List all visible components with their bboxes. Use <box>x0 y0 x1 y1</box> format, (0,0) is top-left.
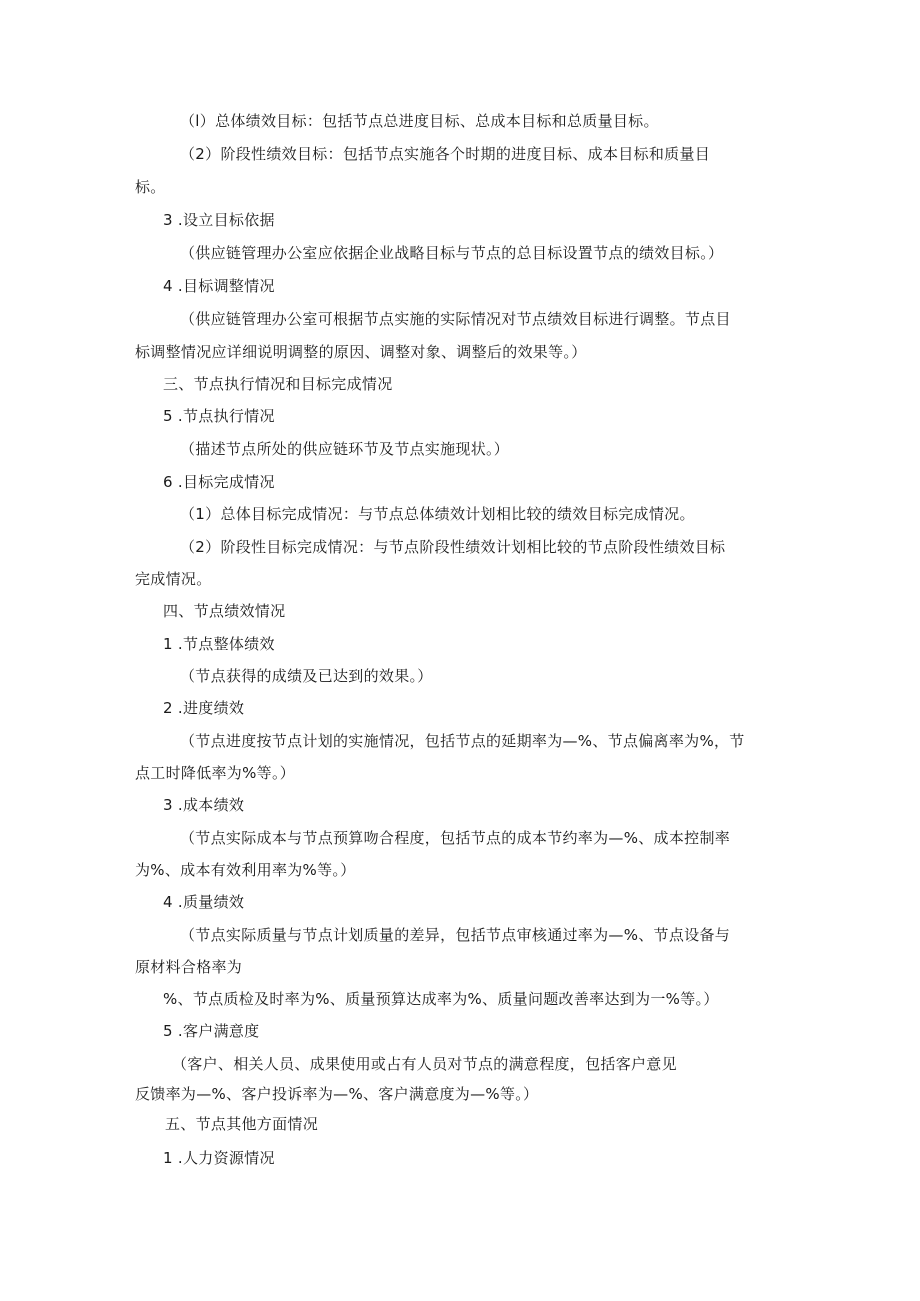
section-heading-3: 3 .设立目标依据 <box>163 211 275 229</box>
paragraph-schedule: （节点进度按节点计划的实施情况，包括节点的延期率为—%、节点偏离率为%，节 <box>180 732 745 750</box>
goal-stage-item-cont: 标。 <box>135 178 166 196</box>
completion-overall-item: （1）总体目标完成情况：与节点总体绩效计划相比较的绩效目标完成情况。 <box>180 505 695 523</box>
paragraph-satisfaction: （客户、相关人员、成果使用或占有人员对节点的满意程度，包括客户意见 <box>172 1055 677 1073</box>
paragraph-quality-cont2: %、节点质检及时率为%、质量预算达成率为%、质量问题改善率达到为一%等。） <box>163 990 719 1008</box>
paragraph-cost-cont: 为%、成本有效利用率为%等。） <box>135 861 356 879</box>
paragraph-satisfaction-cont: 反馈率为—%、客户投诉率为—%、客户满意度为—%等。） <box>135 1085 539 1103</box>
paragraph-overall: （节点获得的成绩及已达到的效果。） <box>180 667 433 685</box>
paragraph-basis: （供应链管理办公室应依据企业战略目标与节点的总目标设置节点的绩效目标。） <box>180 244 724 262</box>
goal-stage-item: （2）阶段性绩效目标：包括节点实施各个时期的进度目标、成本目标和质量目 <box>180 145 711 163</box>
completion-stage-item: （2）阶段性目标完成情况：与节点阶段性绩效计划相比较的节点阶段性绩效目标 <box>180 538 726 556</box>
chapter-heading-3: 三、节点执行情况和目标完成情况 <box>163 375 393 393</box>
section-heading-6: 6 .目标完成情况 <box>163 473 275 491</box>
paragraph-quality: （节点实际质量与节点计划质量的差异，包括节点审核通过率为—%、节点设备与 <box>180 926 731 944</box>
paragraph-adjustment: （供应链管理办公室可根据节点实施的实际情况对节点绩效目标进行调整。节点目 <box>180 310 731 328</box>
goal-overall-item: （l）总体绩效目标：包括节点总进度目标、总成本目标和总质量目标。 <box>180 112 659 130</box>
paragraph-adjustment-cont: 标调整情况应详细说明调整的原因、调整对象、调整后的效果等。） <box>135 343 587 361</box>
paragraph-execution: （描述节点所处的供应链环节及节点实施现状。） <box>180 440 510 458</box>
section-heading-quality: 4 .质量绩效 <box>163 893 245 911</box>
completion-stage-item-cont: 完成情况。 <box>135 570 212 588</box>
section-heading-5: 5 .节点执行情况 <box>163 407 275 425</box>
section-heading-overall: 1 .节点整体绩效 <box>163 635 275 653</box>
section-heading-schedule: 2 .进度绩效 <box>163 699 245 717</box>
paragraph-cost: （节点实际成本与节点预算吻合程度，包括节点的成本节约率为—%、成本控制率 <box>180 829 731 847</box>
section-heading-4: 4 .目标调整情况 <box>163 277 275 295</box>
section-heading-satisfaction: 5 .客户满意度 <box>163 1022 260 1040</box>
chapter-heading-5: 五、节点其他方面情况 <box>165 1115 319 1133</box>
paragraph-quality-cont: 原材料合格率为 <box>135 958 243 976</box>
chapter-heading-4: 四、节点绩效情况 <box>163 602 286 620</box>
section-heading-hr: 1 .人力资源情况 <box>163 1149 275 1167</box>
section-heading-cost: 3 .成本绩效 <box>163 796 245 814</box>
paragraph-schedule-cont: 点工时降低率为%等。） <box>135 764 296 782</box>
